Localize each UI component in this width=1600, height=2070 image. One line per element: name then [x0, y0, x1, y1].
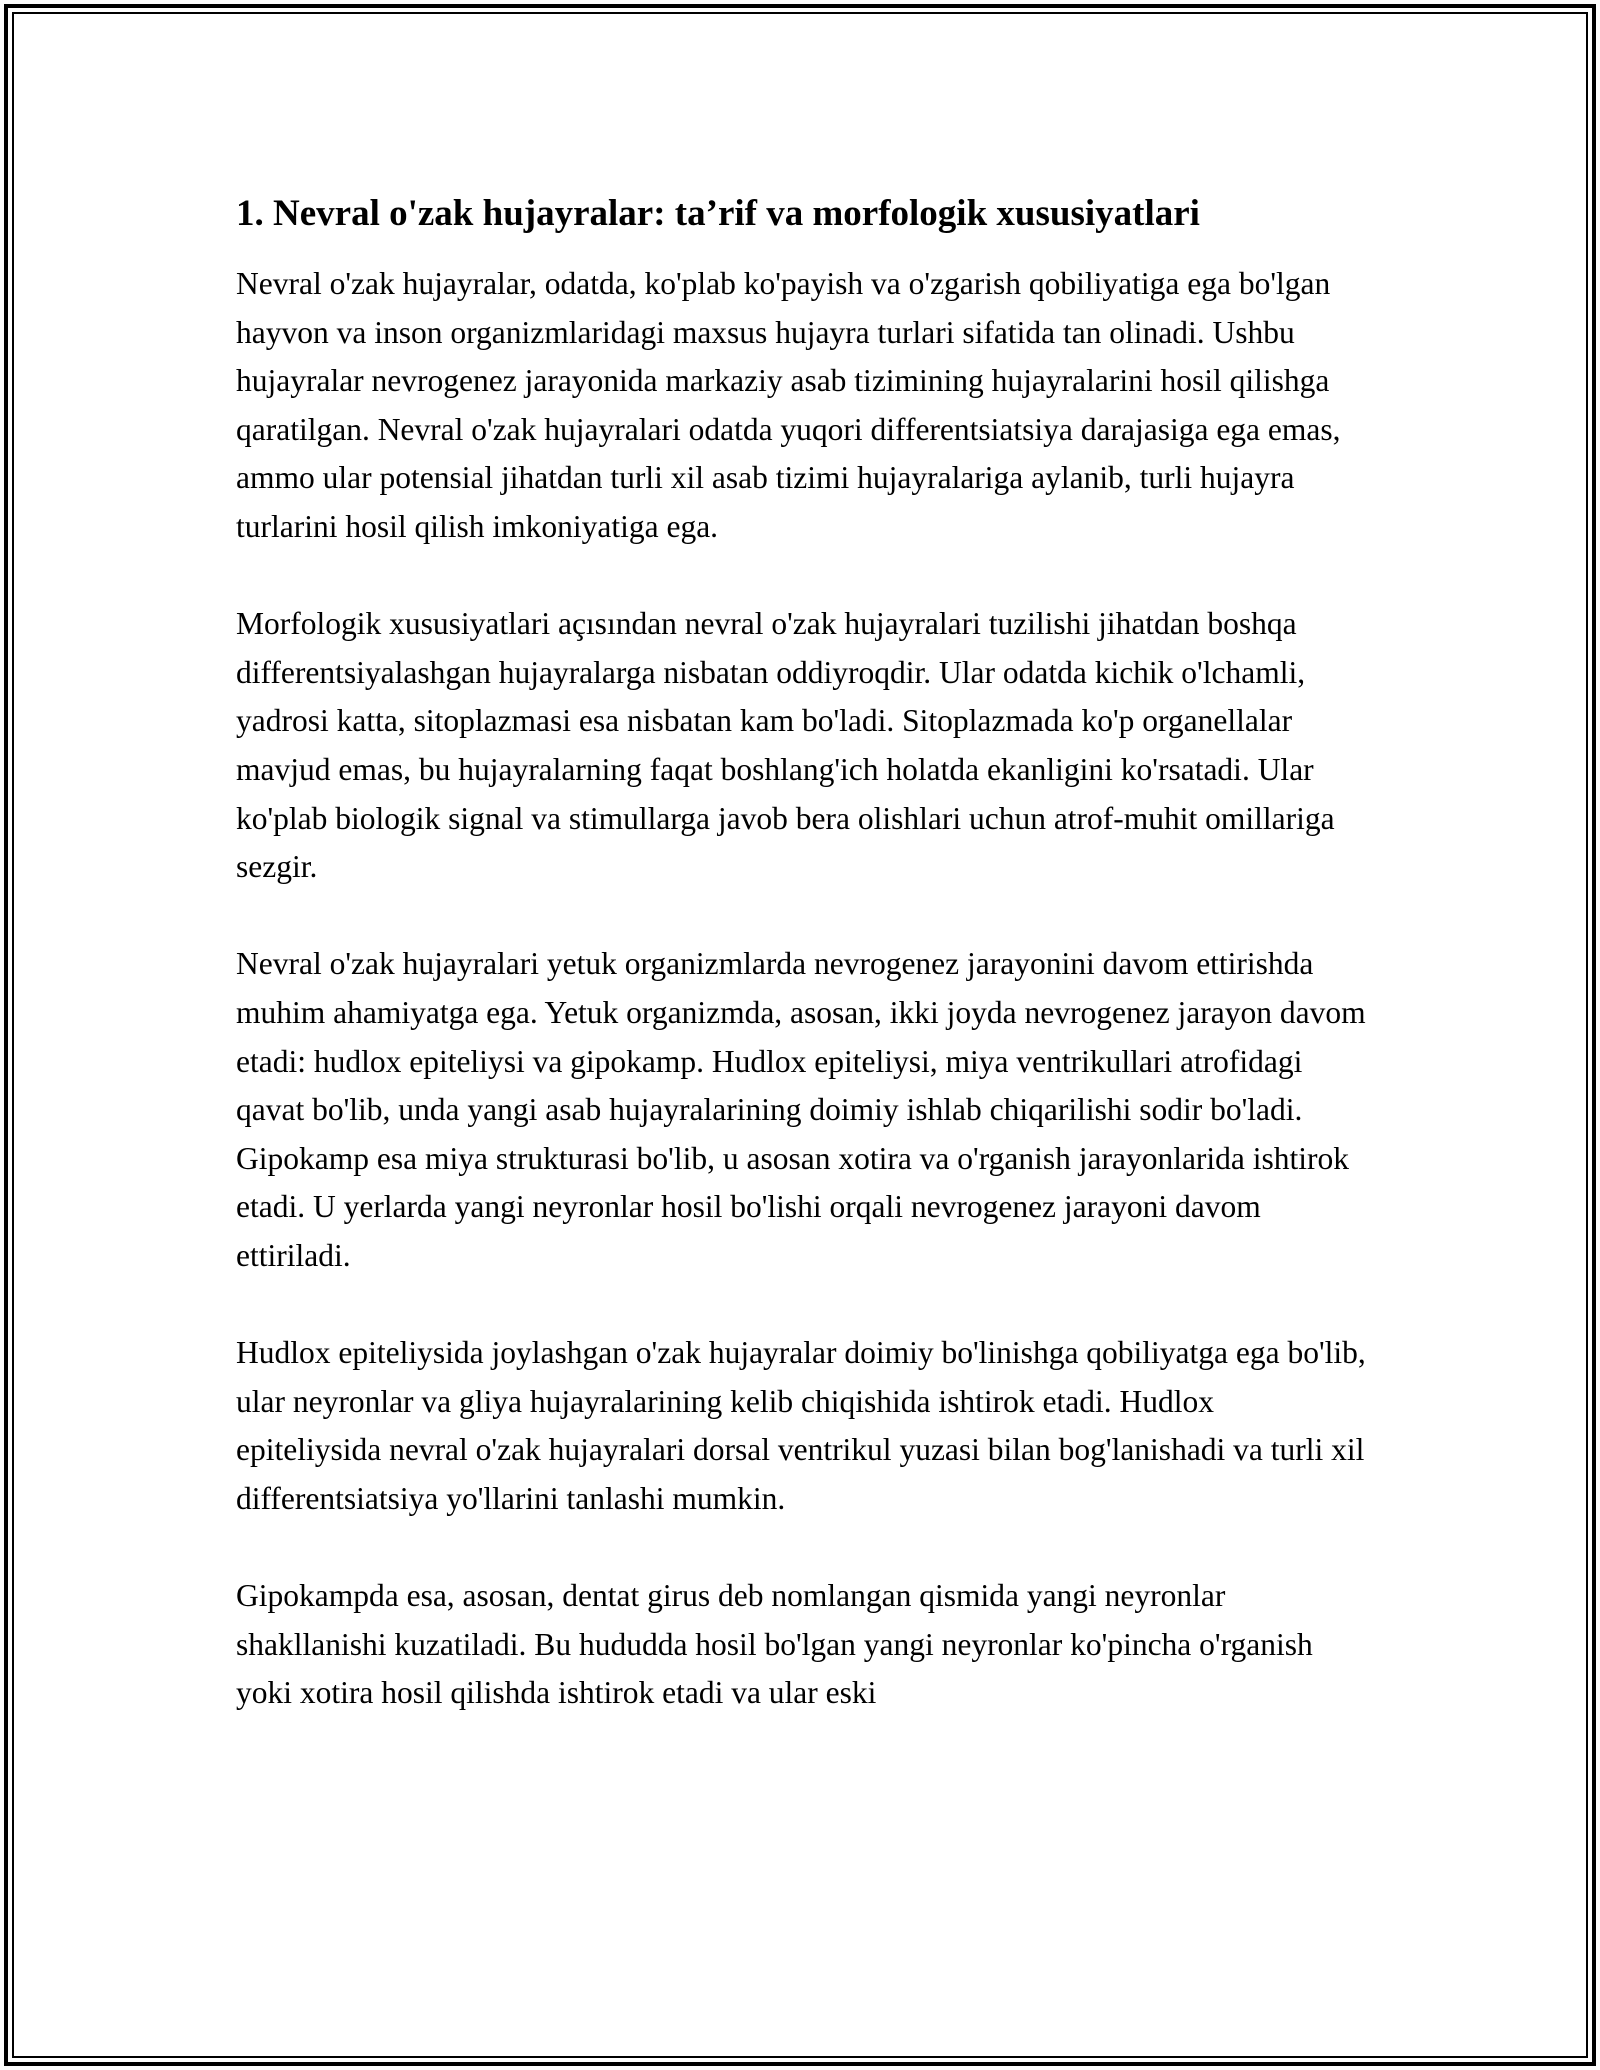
section-heading: 1. Nevral o'zak hujayralar: ta’rif va morfologik xususiyatlari [236, 193, 1200, 234]
paragraph-3: Nevral o'zak hujayralari yetuk organizmlarda nevrogenez jarayonini davom ettirishda muhim ahamiyatga ega. Yetuk organizmda, asosan, ikki joyda nevrogenez jarayon davom etadi: hudlox epiteliysi va gipokamp. Hudlox epiteliysi, miya ventrikullari atrofidagi qavat bo'lib, unda yangi asab hujayralarining doimiy ishlab chiqarilishi sodir bo'ladi. Gipokamp esa miya strukturasi bo'lib, u asosan xotira va o'rganish jarayonlarida ishtirok etadi. U yerlarda yangi neyronlar hosil bo'lishi orqali nevrogenez jarayoni davom ettiriladi. [236, 946, 1366, 1273]
paragraph-1: Nevral o'zak hujayralar, odatda, ko'plab ko'payish va o'zgarish qobiliyatiga ega bo'lgan hayvon va inson organizmlaridagi maxsus hujayra turlari sifatida tan olinadi. Ushbu hujayralar nevrogenez jarayonida markaziy asab tizimining hujayralarini hosil qilishga qaratilgan. Nevral o'zak hujayralari odatda yuqori differentsiatsiya darajasiga ega emas, ammo ular potensial jihatdan turli xil asab tizimi hujayralariga aylanib, turli hujayra turlarini hosil qilish imkoniyatiga ega. [236, 266, 1341, 544]
paragraph-4: Hudlox epiteliysida joylashgan o'zak hujayralar doimiy bo'linishga qobiliyatga ega bo'lib, ular neyronlar va gliya hujayralarining kelib chiqishida ishtirok etadi. Hudlox epiteliysida nevral o'zak hujayralari dorsal ventrikul yuzasi bilan bog'lanishadi va turli xil differentsiatsiya yo'llarini tanlashi mumkin. [236, 1335, 1366, 1516]
document-body [236, 186, 1366, 1766]
paragraph-2: Morfologik xususiyatlari açısından nevral o'zak hujayralari tuzilishi jihatdan boshqa differentsiyalashgan hujayralarga nisbatan oddiyroqdir. Ular odatda kichik o'lchamli, yadrosi katta, sitoplazmasi esa nisbatan kam bo'ladi. Sitoplazmada ko'p organellalar mavjud emas, bu hujayralarning faqat boshlang'ich holatda ekanligini ko'rsatadi. Ular ko'plab biologik signal va stimullarga javob bera olishlari uchun atrof-muhit omillariga sezgir. [236, 606, 1335, 885]
paragraph-5: Gipokampda esa, asosan, dentat girus deb nomlangan qismida yangi neyronlar shakllanishi kuzatiladi. Bu hududda hosil bo'lgan yangi neyronlar ko'pincha o'rganish yoki xotira hosil qilishda ishtirok etadi va ular eski [236, 1578, 1313, 1711]
